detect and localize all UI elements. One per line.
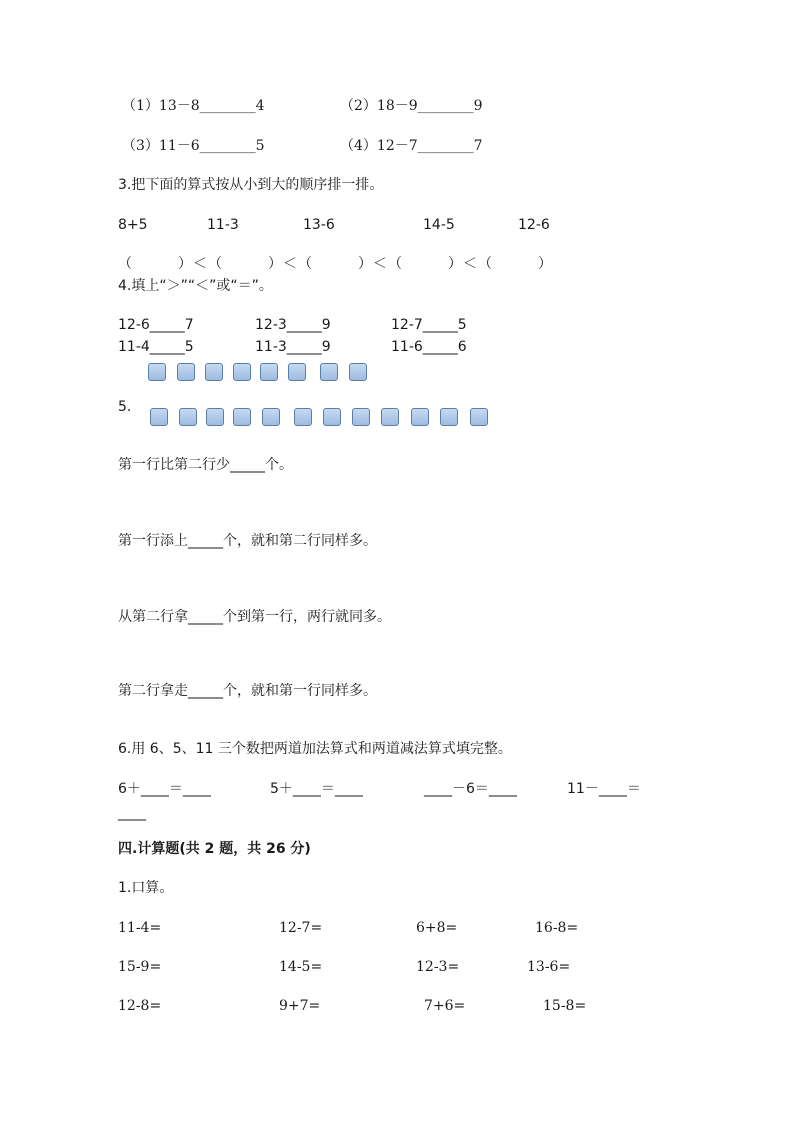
q4-item: 11-3_____9 [255, 339, 331, 355]
q3-order-line: （ ）＜（ ）＜（ ）＜（ ）＜（ ） [118, 256, 553, 272]
q3-expr: 8+5 [118, 217, 148, 233]
q3-expr: 11-3 [207, 217, 239, 233]
q2-item-2: （2）18－9________9 [340, 98, 483, 114]
counting-square [323, 408, 341, 426]
calc-item: 14-5= [279, 959, 323, 975]
q4-title: 4.填上“＞”“＜”或“＝”。 [118, 278, 273, 294]
counting-square [470, 408, 488, 426]
counting-square [233, 363, 251, 381]
q5-sentence-2: 第一行添上_____个，就和第二行同样多。 [118, 533, 377, 549]
q4-item: 12-7_____5 [391, 317, 467, 333]
counting-square [320, 363, 338, 381]
counting-square [262, 408, 280, 426]
q3-expr: 12-6 [518, 217, 550, 233]
q1-title: 1.口算。 [118, 880, 174, 896]
q5-label: 5. [118, 399, 132, 415]
q3-expr: 14-5 [423, 217, 455, 233]
q4-item: 12-6_____7 [118, 317, 194, 333]
counting-square [440, 408, 458, 426]
counting-square [352, 408, 370, 426]
counting-square [177, 363, 195, 381]
counting-square [349, 363, 367, 381]
q5-sentence-4: 第二行拿走_____个，就和第一行同样多。 [118, 683, 377, 699]
calc-item: 9+7= [279, 998, 321, 1014]
counting-square [294, 408, 312, 426]
counting-square [288, 363, 306, 381]
counting-square [179, 408, 197, 426]
counting-square [260, 363, 278, 381]
q2-item-4: （4）12－7________7 [340, 138, 483, 154]
calc-item: 15-8= [543, 998, 587, 1014]
q5-sentence-3: 从第二行拿_____个到第一行，两行就同多。 [118, 609, 391, 625]
counting-square [233, 408, 251, 426]
calc-item: 11-4= [118, 920, 162, 936]
section-heading: 四.计算题(共 2 题，共 26 分) [118, 841, 311, 857]
calc-item: 13-6= [527, 959, 571, 975]
q4-item: 11-4_____5 [118, 339, 194, 355]
q6-title: 6.用 6、5、11 三个数把两道加法算式和两道减法算式填完整。 [118, 741, 512, 757]
calc-item: 15-9= [118, 959, 162, 975]
q3-expr: 13-6 [303, 217, 335, 233]
counting-square [150, 408, 168, 426]
counting-square [381, 408, 399, 426]
q6-item: 6＋____＝____ [118, 781, 211, 797]
q2-item-3: （3）11－6________5 [122, 138, 265, 154]
q6-wrap: ____ [118, 805, 146, 821]
q3-title: 3.把下面的算式按从小到大的顺序排一排。 [118, 177, 384, 193]
q2-item-1: （1）13－8________4 [122, 98, 265, 114]
q6-item: 11－____＝ [567, 781, 641, 797]
q4-item: 12-3_____9 [255, 317, 331, 333]
q4-item: 11-6_____6 [391, 339, 467, 355]
calc-item: 6+8= [416, 920, 458, 936]
calc-item: 7+6= [424, 998, 466, 1014]
calc-item: 12-7= [279, 920, 323, 936]
q5-sentence-1: 第一行比第二行少_____个。 [118, 457, 293, 473]
counting-square [411, 408, 429, 426]
calc-item: 16-8= [535, 920, 579, 936]
counting-square [206, 408, 224, 426]
q6-item: 5＋____＝____ [270, 781, 363, 797]
counting-square [148, 363, 166, 381]
calc-item: 12-8= [118, 998, 162, 1014]
calc-item: 12-3= [416, 959, 460, 975]
counting-square [205, 363, 223, 381]
q6-item: ____－6＝____ [424, 781, 517, 797]
